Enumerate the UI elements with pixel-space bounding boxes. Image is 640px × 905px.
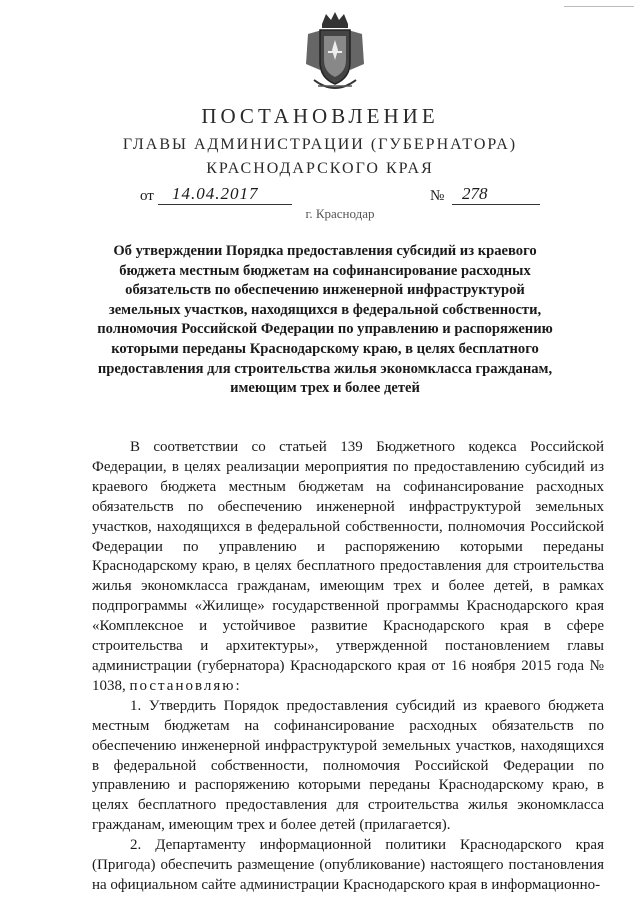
item-2-paragraph: 2. Департаменту информационной политики Краснодарского края (Пригода) обеспечить размещение (опубликование) настоящего постановления на официальном сайте администрации Краснодарского края в информационно-	[92, 837, 604, 893]
document-title: Об утверждении Порядка предоставления субсидий из краевого бюджета местным бюджетам на софинансирование расходных обязательств по обеспечению инженерной инфраструктурой земельных участков, находящихся в федеральной собственности, полномочия Российской Федерации по управлению и распоряжению которыми переданы Краснодарскому краю, в целях бесплатного предоставления для строительства жилья экономкласса гражданам, имеющим трех и более детей	[97, 243, 553, 397]
doc-type-heading: ПОСТАНОВЛЕНИЕ	[201, 104, 439, 128]
city-label: г. Краснодар	[305, 206, 375, 221]
item-1-paragraph: 1. Утвердить Порядок предоставления субсидий из краевого бюджета местным бюджетам на софинансирование расходных обязательств по обеспечению инженерной инфраструктурой земельных участков, находящихся в федеральной собственности, полномочия Российской Федерации по управлению и распоряжению которыми переданы Краснодарскому краю, в целях бесплатного предоставления для строительства жилья экономкласса гражданам, имеющим трех и более детей (прилагается).	[92, 697, 604, 834]
region-heading: КРАСНОДАРСКОГО КРАЯ	[206, 160, 434, 177]
decree-word: постановляю:	[129, 677, 242, 694]
date-label: от	[140, 188, 154, 204]
intro-paragraph	[92, 438, 604, 697]
number-label: №	[430, 188, 445, 204]
date-value: 14.04.2017	[158, 184, 292, 205]
scan-edge-mark	[564, 6, 634, 7]
number-value: 278	[452, 184, 540, 205]
coat-of-arms-icon	[300, 10, 370, 96]
intro-text: В соответствии со статьей 139 Бюджетного кодекса Российской Федерации, в целях реализации мероприятия по предоставлению субсидий из краевого бюджета местным бюджетам на софинансирование расходных обязательств по обеспечению инженерной инфраструктурой земельных участков, находящихся в федеральной собственности, полномочия Российской Федерации по управлению и распоряжению которыми переданы Краснодарскому краю, в целях бесплатного предоставления для строительства жилья экономкласса гражданам, имеющим трех и более детей, в рамках подпрограммы «Жилище» государственной программы Краснодарского края «Комплексное и устойчивое развитие Краснодарского края в сфере строительства и архитектуры», утвержденной постановлением главы администрации (губернатора) Краснодарского края от 16 ноября 2015 года № 1038,	[92, 439, 604, 694]
document-body	[92, 438, 604, 896]
issuer-heading: ГЛАВЫ АДМИНИСТРАЦИИ (ГУБЕРНАТОРА)	[122, 136, 518, 153]
